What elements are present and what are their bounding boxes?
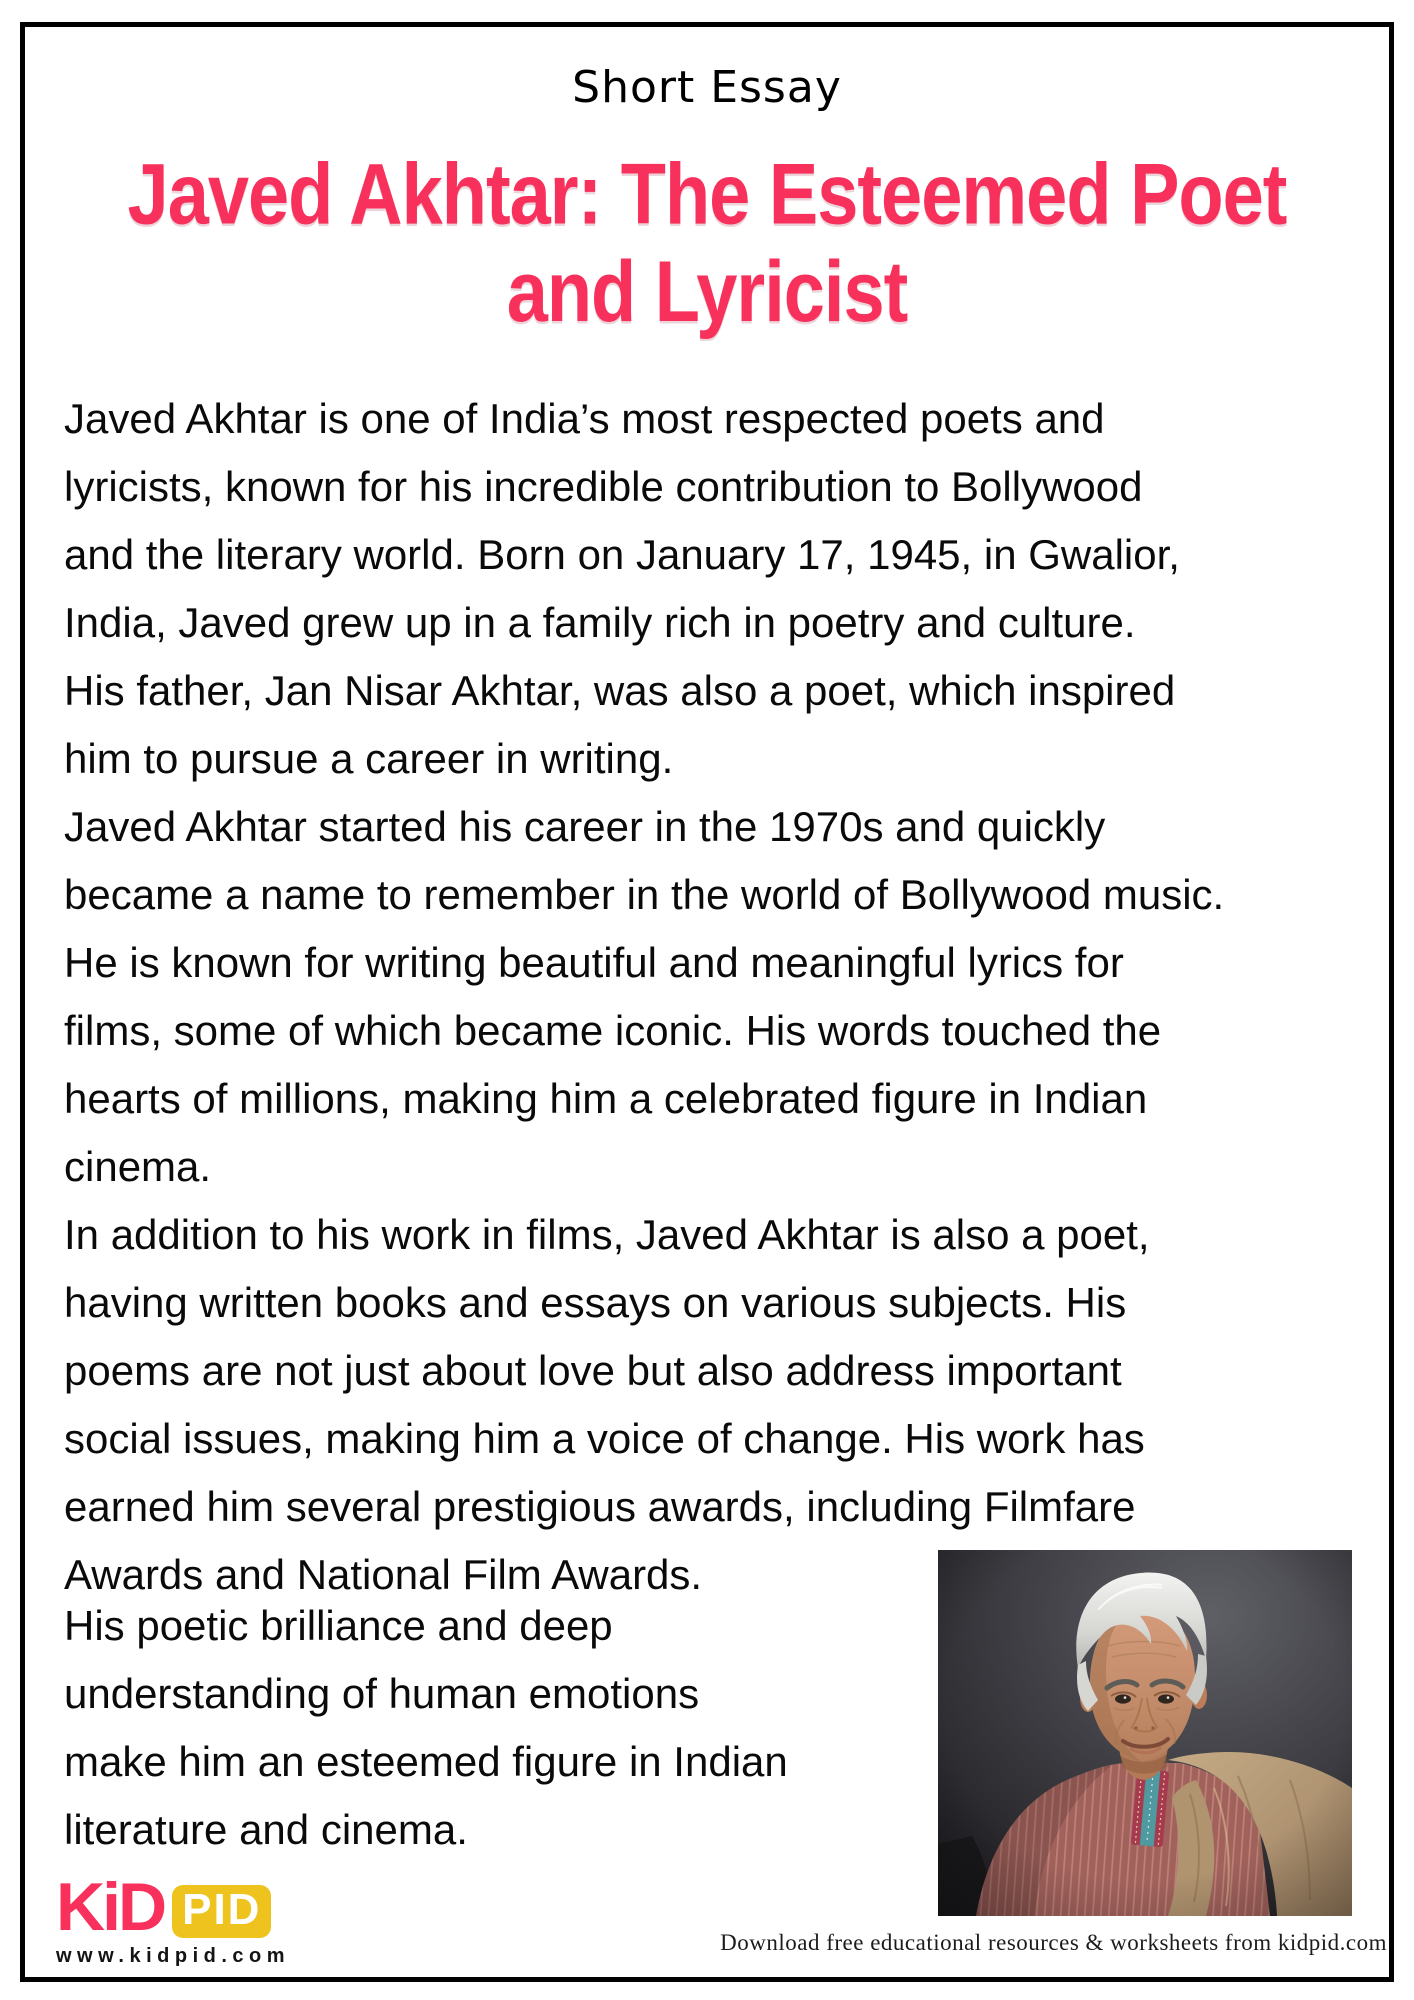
essay-line: having written books and essays on various subjects. His — [64, 1279, 1127, 1326]
essay-line: cinema. — [64, 1143, 212, 1190]
essay-line: Javed Akhtar is one of India’s most respected poets and — [64, 395, 1105, 442]
essay-line: hearts of millions, making him a celebrated figure in Indian — [64, 1075, 1148, 1122]
essay-line: became a name to remember in the world of Bollywood music. — [64, 871, 1225, 918]
essay-line: and the literary world. Born on January 17, 1945, in Gwalior, — [64, 531, 1180, 578]
essay-line: In addition to his work in films, Javed Akhtar is also a poet, — [64, 1211, 1150, 1258]
kidpid-logo-wordmark — [56, 1869, 290, 1945]
essay-line: His poetic brilliance and deep — [64, 1602, 613, 1649]
portrait-illustration — [938, 1550, 1352, 1916]
logo-pid-text: PID — [182, 1884, 262, 1934]
javed-akhtar-portrait — [938, 1550, 1352, 1916]
essay-body-beside-photo — [64, 1592, 788, 1864]
kidpid-logo — [56, 1869, 291, 1968]
essay-line: Javed Akhtar started his career in the 1970s and quickly — [64, 803, 1106, 850]
logo-kid-text: KiD — [56, 1869, 165, 1945]
essay-line: understanding of human emotions — [64, 1670, 700, 1717]
essay-body — [64, 385, 1224, 1609]
essay-line: poems are not just about love but also address important — [64, 1347, 1122, 1394]
footer-download-note: Download free educational resources & worksheets from kidpid.com — [720, 1930, 1387, 1955]
essay-line: films, some of which became iconic. His words touched the — [64, 1007, 1162, 1054]
essay-line: India, Javed grew up in a family rich in poetry and culture. — [64, 599, 1136, 646]
logo-website-url: www.kidpid.com — [56, 1944, 291, 1967]
essay-line: Awards and National Film Awards. — [64, 1551, 703, 1598]
essay-line: social issues, making him a voice of change. His work has — [64, 1415, 1145, 1462]
essay-line: him to pursue a career in writing. — [64, 735, 674, 782]
page-title-line-1: Javed Akhtar: The Esteemed Poet — [127, 146, 1287, 243]
essay-line: He is known for writing beautiful and meaningful lyrics for — [64, 939, 1124, 986]
essay-line: make him an esteemed figure in Indian — [64, 1738, 788, 1785]
page-title — [0, 146, 1414, 341]
essay-line: lyricists, known for his incredible contribution to Bollywood — [64, 463, 1143, 510]
page-title-line-2: and Lyricist — [506, 243, 908, 340]
essay-line: earned him several prestigious awards, including Filmfare — [64, 1483, 1136, 1530]
logo-pid-badge — [172, 1885, 271, 1938]
essay-line: His father, Jan Nisar Akhtar, was also a poet, which inspired — [64, 667, 1176, 714]
essay-type-heading: Short Essay — [572, 62, 842, 113]
essay-line: literature and cinema. — [64, 1806, 468, 1853]
